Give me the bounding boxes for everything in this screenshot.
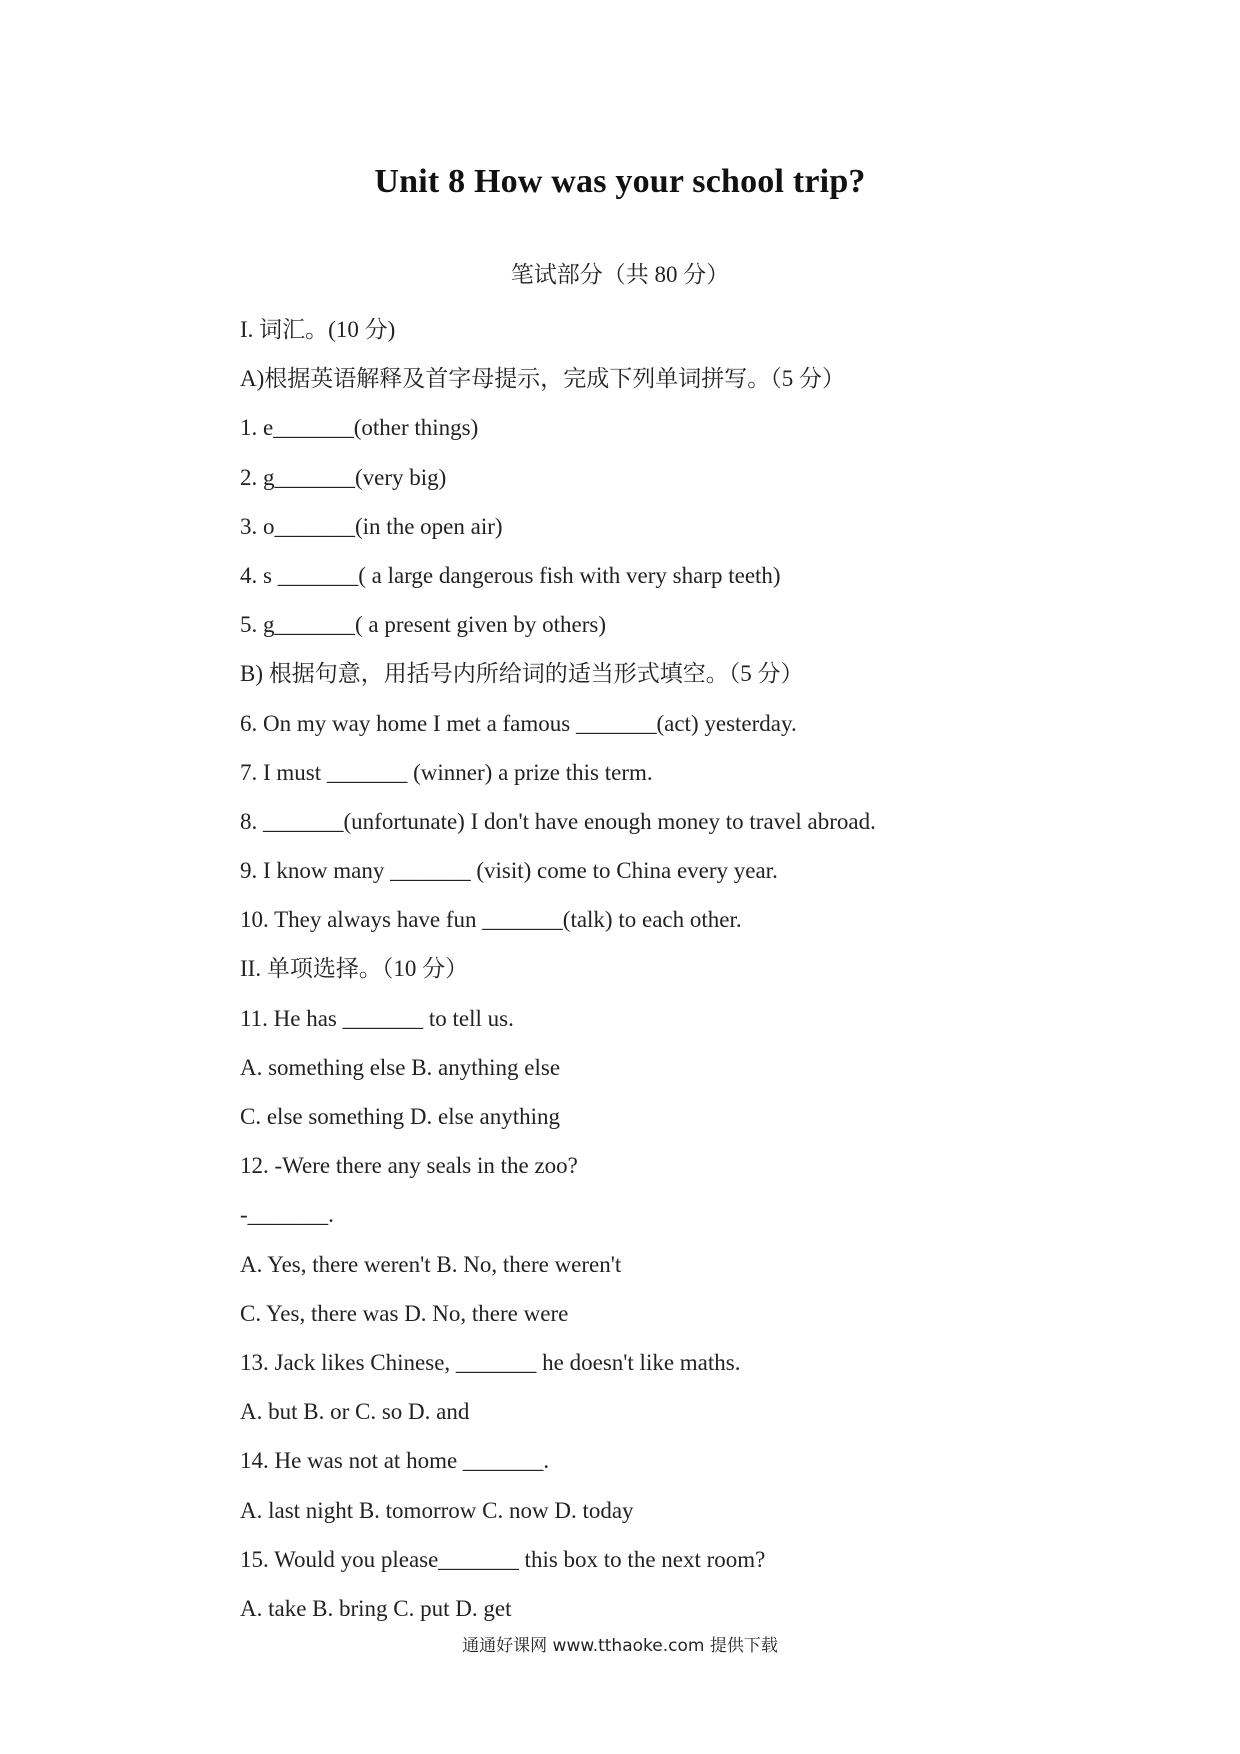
question-item: 13. Jack likes Chinese, _______ he doesn't like maths. — [240, 1349, 741, 1375]
question-item: 5. g_______( a present given by others) — [240, 612, 607, 638]
exercise-content — [240, 305, 1180, 1633]
section-heading: II. 单项选择。（10 分） — [240, 956, 469, 982]
question-item: 11. He has _______ to tell us. — [240, 1005, 514, 1031]
question-item: 8. _______(unfortunate) I don't have enough money to travel abroad. — [240, 808, 876, 834]
question-item: 3. o_______(in the open air) — [240, 513, 503, 539]
part-instruction: B) 根据句意，用括号内所给词的适当形式填空。（5 分） — [240, 661, 804, 687]
answer-options: A. Yes, there weren't B. No, there weren't — [240, 1251, 622, 1277]
question-item: 14. He was not at home _______. — [240, 1448, 550, 1474]
answer-options: A. last night B. tomorrow C. now D. today — [240, 1497, 634, 1523]
question-item: 6. On my way home I met a famous _______(act) yesterday. — [240, 710, 797, 736]
section-subtitle: 笔试部分（共 80 分） — [510, 262, 730, 287]
answer-options: A. but B. or C. so D. and — [240, 1399, 470, 1425]
question-item: 15. Would you please_______ this box to the next room? — [240, 1546, 766, 1572]
page-title: Unit 8 How was your school trip? — [374, 163, 866, 200]
answer-options: A. take B. bring C. put D. get — [240, 1595, 512, 1621]
question-item: 10. They always have fun _______(talk) to each other. — [240, 907, 742, 933]
section-heading: I. 词汇。(10 分) — [240, 317, 396, 342]
page-footer: 通通好课网 www.tthaoke.com 提供下载 — [462, 1636, 778, 1656]
question-item: 2. g_______(very big) — [240, 464, 447, 490]
question-item: 9. I know many _______ (visit) come to China every year. — [240, 858, 778, 884]
question-item: 1. e_______(other things) — [240, 415, 479, 441]
answer-options: C. Yes, there was D. No, there were — [240, 1300, 569, 1326]
answer-options: A. something else B. anything else — [240, 1054, 561, 1080]
part-instruction: A)根据英语解释及首字母提示，完成下列单词拼写。（5 分） — [240, 366, 846, 392]
question-item: 7. I must _______ (winner) a prize this term. — [240, 759, 653, 785]
answer-blank: -_______. — [240, 1202, 334, 1228]
question-item: 4. s _______( a large dangerous fish with very sharp teeth) — [240, 562, 781, 588]
question-item: 12. -Were there any seals in the zoo? — [240, 1153, 578, 1179]
answer-options: C. else something D. else anything — [240, 1104, 561, 1129]
